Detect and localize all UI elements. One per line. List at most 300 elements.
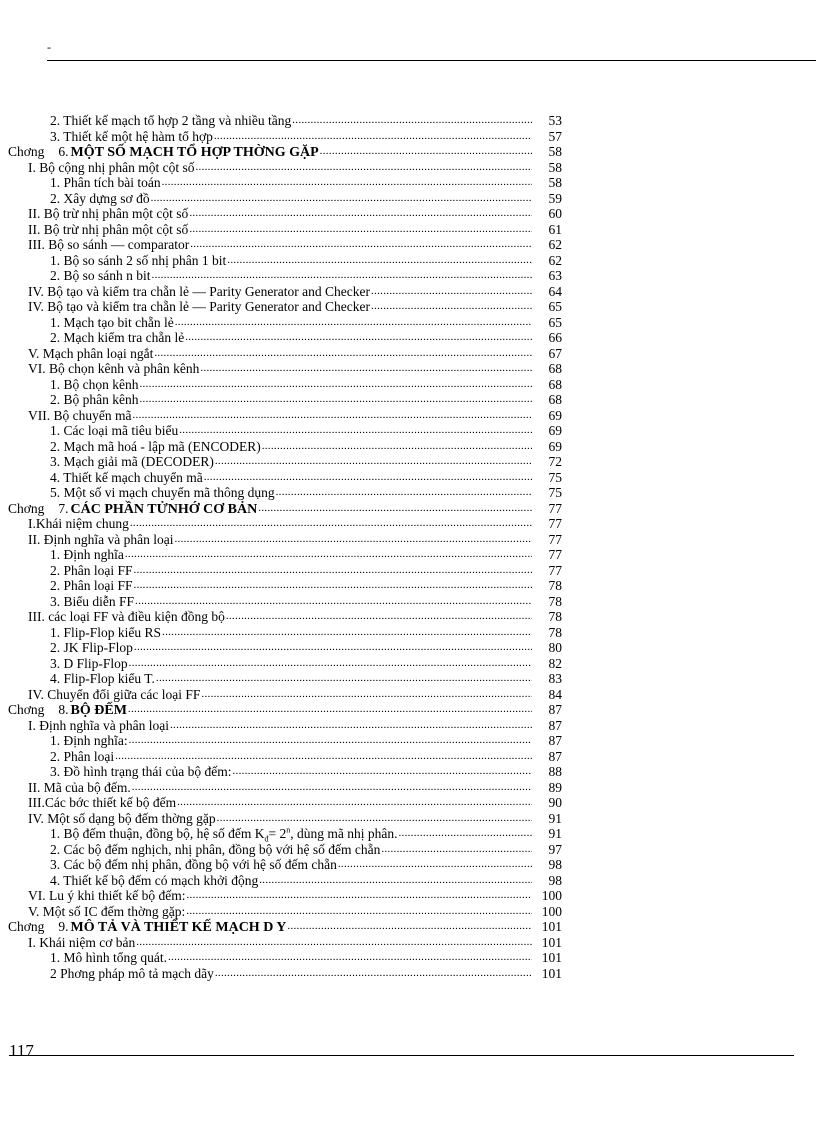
page-number: 117 bbox=[9, 1041, 34, 1060]
toc-entry-text: I. Khái niệm cơ bản bbox=[28, 934, 136, 950]
toc-entry bbox=[50, 578, 532, 594]
toc-entry-label bbox=[28, 904, 186, 920]
toc-entry-text: 1. Bộ so sánh 2 số nhị phân 1 bit bbox=[50, 252, 227, 268]
toc-entry bbox=[8, 501, 532, 518]
toc-page-number: 77 bbox=[548, 500, 562, 516]
chapter-title: BỘ ĐẾM bbox=[70, 703, 127, 718]
toc-entry-label bbox=[28, 284, 371, 300]
toc-entry-label bbox=[50, 454, 215, 470]
dot-leader bbox=[215, 454, 532, 470]
toc-entry-text: 3. D Flip-Flop bbox=[50, 655, 128, 671]
toc-entry bbox=[50, 392, 532, 408]
toc-entry-label bbox=[50, 764, 232, 780]
toc-entry-text: IV. Một số dạng bộ đếm thờng gặp bbox=[28, 810, 216, 826]
toc-page-number: 87 bbox=[548, 717, 562, 733]
toc-entry-row bbox=[0, 392, 570, 408]
dot-leader bbox=[292, 113, 532, 129]
toc-entry-row bbox=[0, 191, 570, 207]
toc-entry-row bbox=[0, 625, 570, 641]
toc-entry-text: 3. Thiết kế một hệ hàm tổ hợp bbox=[50, 128, 213, 144]
toc-entry-text: III. các loại FF và điều kiện đồng bộ bbox=[28, 609, 225, 624]
dot-leader bbox=[227, 253, 532, 269]
toc-entry-text: 1. Mô hình tổng quát. bbox=[50, 950, 167, 965]
toc-entry-label bbox=[50, 563, 134, 579]
toc-entry bbox=[28, 160, 532, 176]
chapter-title: CÁC PHẦN TỬNHỚ CƠ BẢN bbox=[70, 501, 258, 517]
dot-leader bbox=[168, 950, 532, 966]
dot-leader bbox=[217, 811, 532, 827]
toc-entry-text: 2. Mạch mã hoá - lập mã (ENCODER) bbox=[50, 438, 261, 454]
dot-leader bbox=[320, 144, 532, 161]
toc-page-number: 98 bbox=[548, 872, 562, 888]
dot-leader bbox=[177, 795, 532, 811]
toc-entry-row bbox=[0, 346, 570, 362]
toc-entry-text: 1. Bộ chọn kênh bbox=[50, 376, 139, 392]
toc-entry bbox=[50, 764, 532, 780]
toc-entry-label bbox=[50, 191, 151, 207]
toc-entry bbox=[28, 609, 532, 625]
toc-entry-label bbox=[50, 671, 156, 687]
toc-entry bbox=[50, 950, 532, 966]
toc-entry-row bbox=[0, 315, 570, 331]
toc-entry-label bbox=[50, 547, 125, 563]
chapter-title: MÔ TẢ VÀ THIẾT KẾ MẠCH D Y bbox=[70, 920, 287, 935]
dot-leader bbox=[152, 268, 532, 284]
toc-entry bbox=[50, 470, 532, 486]
table-of-contents bbox=[0, 113, 570, 981]
toc-entry bbox=[50, 857, 532, 873]
toc-entry bbox=[50, 253, 532, 269]
toc-page-number: 64 bbox=[548, 283, 562, 299]
chapter-word: Chơng bbox=[8, 919, 45, 934]
dot-leader bbox=[175, 315, 532, 331]
dot-leader bbox=[134, 578, 532, 594]
toc-page-number: 100 bbox=[541, 903, 562, 919]
toc-entry-label bbox=[50, 733, 129, 749]
toc-entry-text: V. Một số IC đếm thờng gặp: bbox=[28, 903, 186, 919]
dot-leader bbox=[134, 640, 532, 656]
toc-page-number: 87 bbox=[548, 733, 562, 748]
toc-entry-text: III.Các bớc thiết kế bộ đếm bbox=[28, 795, 177, 810]
toc-entry bbox=[50, 315, 532, 331]
toc-entry-row bbox=[0, 470, 570, 486]
toc-entry-text: 4. Thiết kế mạch chuyển mã bbox=[50, 469, 203, 485]
toc-entry-label bbox=[50, 392, 140, 408]
toc-entry-text: 4. Flip-Flop kiểu T. bbox=[50, 671, 155, 686]
toc-entry-label bbox=[8, 501, 258, 518]
toc-entry-row bbox=[0, 268, 570, 284]
toc-entry-row bbox=[0, 454, 570, 470]
toc-page-number: 88 bbox=[548, 764, 562, 779]
toc-page-number: 58 bbox=[548, 159, 562, 175]
toc-page-number: 57 bbox=[548, 128, 562, 144]
toc-entry bbox=[50, 966, 532, 982]
toc-entry bbox=[50, 671, 532, 687]
toc-entry-label bbox=[50, 315, 175, 331]
toc-entry-row bbox=[0, 904, 570, 920]
chapter-word: Chơng bbox=[8, 500, 45, 516]
toc-page-number: 75 bbox=[548, 485, 562, 500]
toc-entry-row bbox=[0, 935, 570, 951]
dot-leader bbox=[162, 175, 532, 191]
toc-entry-label bbox=[50, 625, 162, 641]
toc-entry-text: 1. Flip-Flop kiểu RS bbox=[50, 624, 162, 640]
header-rule bbox=[47, 60, 816, 61]
toc-entry bbox=[50, 826, 532, 842]
dot-leader bbox=[186, 888, 532, 904]
dot-leader bbox=[185, 330, 532, 346]
toc-entry bbox=[28, 237, 532, 253]
toc-entry-label bbox=[8, 144, 320, 161]
toc-entry bbox=[50, 656, 532, 672]
toc-entry bbox=[28, 516, 532, 532]
footer-rule bbox=[9, 1055, 794, 1056]
toc-entry-row bbox=[0, 129, 570, 145]
toc-page-number: 72 bbox=[548, 454, 562, 469]
toc-page-number: 65 bbox=[548, 299, 562, 314]
toc-entry-text: 2. Thiết kế mạch tổ hợp 2 tầng và nhiều tầng bbox=[50, 113, 292, 128]
toc-page-number: 58 bbox=[548, 175, 562, 190]
toc-page-number: 101 bbox=[541, 919, 562, 934]
toc-entry-text: 2. Xây dựng sơ đồ bbox=[50, 190, 150, 206]
toc-page-number: 62 bbox=[548, 252, 562, 268]
toc-entry-row bbox=[0, 857, 570, 873]
dot-leader bbox=[140, 392, 533, 408]
toc-entry bbox=[50, 842, 532, 858]
toc-entry-text: IV. Chuyển đổi giữa các loại FF bbox=[28, 686, 201, 702]
toc-page-number: 65 bbox=[548, 314, 562, 330]
toc-entry-row bbox=[0, 206, 570, 222]
toc-entry-text: I. Bộ cộng nhị phân một cột số bbox=[28, 159, 195, 175]
dot-leader bbox=[125, 547, 532, 563]
toc-entry-label bbox=[28, 408, 132, 424]
toc-entry-text: V. Mạch phân loại ngắt bbox=[28, 345, 154, 361]
dot-leader bbox=[132, 780, 532, 796]
toc-entry-label bbox=[50, 439, 262, 455]
dot-leader bbox=[195, 160, 532, 176]
toc-page-number: 91 bbox=[548, 810, 562, 826]
dot-leader bbox=[232, 764, 532, 780]
toc-entry-label bbox=[28, 780, 132, 796]
toc-entry-row bbox=[0, 826, 570, 842]
toc-entry-row bbox=[0, 749, 570, 765]
toc-page-number: 77 bbox=[548, 531, 562, 547]
toc-entry bbox=[28, 284, 532, 300]
toc-entry-label bbox=[50, 966, 215, 982]
toc-page-number: 101 bbox=[541, 950, 562, 965]
toc-entry-text: IV. Bộ tạo và kiểm tra chẵn lẻ — Parity Generator and Checker bbox=[28, 299, 371, 314]
toc-entry-text: 1. Bộ đếm thuận, đồng bộ, hệ số đếm K bbox=[50, 826, 265, 841]
toc-entry-label bbox=[28, 888, 186, 904]
toc-entry-label bbox=[50, 268, 152, 284]
dot-leader bbox=[215, 966, 532, 982]
dot-leader bbox=[371, 284, 532, 300]
toc-entry-row bbox=[0, 795, 570, 811]
toc-entry bbox=[28, 780, 532, 796]
dot-leader bbox=[174, 532, 532, 548]
toc-entry-row bbox=[0, 842, 570, 858]
toc-page-number: 89 bbox=[548, 779, 562, 795]
toc-entry bbox=[28, 346, 532, 362]
toc-entry bbox=[50, 423, 532, 439]
dot-leader bbox=[381, 842, 532, 858]
toc-entry-row bbox=[0, 950, 570, 966]
toc-page-number: 78 bbox=[548, 578, 562, 593]
toc-entry-row bbox=[0, 733, 570, 749]
toc-page-number: 80 bbox=[548, 640, 562, 655]
dot-leader bbox=[338, 857, 532, 873]
toc-page-number: 66 bbox=[548, 330, 562, 345]
toc-page-number: 83 bbox=[548, 671, 562, 686]
dot-leader bbox=[371, 299, 532, 315]
toc-entry-row bbox=[0, 423, 570, 439]
dot-leader bbox=[262, 439, 532, 455]
toc-entry-row bbox=[0, 330, 570, 346]
toc-entry-label bbox=[50, 594, 135, 610]
chapter-number: 6. bbox=[58, 144, 69, 159]
toc-entry-text: VI. Lu ý khi thiết kế bộ đếm: bbox=[28, 888, 186, 903]
toc-entry bbox=[50, 594, 532, 610]
dot-leader bbox=[189, 222, 532, 238]
dot-leader bbox=[134, 563, 532, 579]
toc-entry bbox=[50, 547, 532, 563]
toc-page-number: 68 bbox=[548, 392, 562, 407]
toc-page-number: 53 bbox=[548, 113, 562, 128]
toc-entry-row bbox=[0, 516, 570, 532]
toc-entry bbox=[50, 873, 532, 889]
dot-leader bbox=[162, 625, 532, 641]
toc-entry-row bbox=[0, 222, 570, 238]
toc-entry-superscript: n bbox=[286, 825, 291, 835]
toc-entry-row bbox=[0, 888, 570, 904]
toc-entry-label bbox=[50, 377, 140, 393]
toc-page-number: 97 bbox=[548, 841, 562, 857]
toc-entry-row bbox=[0, 594, 570, 610]
toc-page-number: 75 bbox=[548, 469, 562, 485]
toc-entry-label bbox=[50, 485, 276, 501]
toc-entry-row bbox=[0, 377, 570, 393]
toc-entry bbox=[50, 485, 532, 501]
toc-entry bbox=[28, 904, 532, 920]
toc-entry bbox=[50, 625, 532, 641]
toc-entry-label bbox=[28, 609, 226, 625]
dot-leader bbox=[276, 485, 532, 501]
toc-page-number: 87 bbox=[548, 702, 562, 717]
toc-entry-row bbox=[0, 563, 570, 579]
toc-entry-text: 3. Đồ hình trạng thái của bộ đếm: bbox=[50, 764, 232, 779]
toc-page-number: 68 bbox=[548, 376, 562, 392]
toc-entry-row bbox=[0, 532, 570, 548]
toc-page-number: 77 bbox=[548, 547, 562, 562]
toc-page-number: 101 bbox=[541, 934, 562, 950]
toc-entry-text: III. Bộ so sánh — comparator bbox=[28, 237, 190, 252]
toc-entry-row bbox=[0, 547, 570, 563]
toc-entry bbox=[50, 175, 532, 191]
toc-page-number: 69 bbox=[548, 438, 562, 454]
toc-entry-text: II. Định nghĩa và phân loại bbox=[28, 531, 174, 547]
toc-page-number: 69 bbox=[548, 407, 562, 423]
toc-entry bbox=[50, 191, 532, 207]
toc-entry bbox=[8, 702, 532, 719]
toc-entry-label bbox=[50, 873, 259, 889]
toc-entry-label bbox=[50, 113, 292, 129]
toc-entry bbox=[50, 113, 532, 129]
toc-entry-row bbox=[0, 361, 570, 377]
toc-page-number: 78 bbox=[548, 593, 562, 609]
toc-page-number: 59 bbox=[548, 190, 562, 206]
toc-entry-text: II. Bộ trừ nhị phân một cột số bbox=[28, 206, 189, 221]
toc-entry-label bbox=[50, 950, 168, 966]
toc-entry-label bbox=[28, 361, 200, 377]
toc-page-number: 61 bbox=[548, 221, 562, 237]
toc-entry-label bbox=[28, 811, 217, 827]
toc-entry-row bbox=[0, 439, 570, 455]
toc-page-number: 84 bbox=[548, 686, 562, 702]
toc-page-number: 82 bbox=[548, 655, 562, 671]
toc-entry-text: II. Bộ trừ nhị phân một cột số bbox=[28, 221, 189, 237]
dot-leader bbox=[151, 191, 532, 207]
toc-entry-label bbox=[50, 749, 115, 765]
dot-leader bbox=[129, 656, 532, 672]
toc-entry-row bbox=[0, 485, 570, 501]
toc-entry-label bbox=[8, 919, 287, 936]
toc-entry-text: 4. Thiết kế bộ đếm có mạch khởi động bbox=[50, 872, 259, 888]
toc-entry bbox=[28, 718, 532, 734]
toc-entry-text: VI. Bộ chọn kênh và phân kênh bbox=[28, 361, 200, 376]
toc-entry bbox=[28, 299, 532, 315]
toc-entry bbox=[50, 749, 532, 765]
toc-page-number: 69 bbox=[548, 423, 562, 438]
toc-entry-subscript: đ bbox=[264, 834, 269, 844]
dot-leader bbox=[129, 733, 532, 749]
toc-entry-text: 2. Bộ so sánh n bit bbox=[50, 268, 151, 283]
toc-chapter-row bbox=[0, 702, 570, 718]
toc-entry-label bbox=[50, 578, 134, 594]
dot-leader bbox=[132, 408, 532, 424]
toc-entry bbox=[50, 439, 532, 455]
dot-leader bbox=[200, 361, 532, 377]
toc-entry-text: 1. Định nghĩa: bbox=[50, 733, 128, 748]
toc-entry-label bbox=[8, 702, 128, 719]
dot-leader bbox=[115, 749, 532, 765]
toc-entry-label bbox=[28, 795, 177, 811]
dot-leader bbox=[136, 935, 532, 951]
dot-leader bbox=[130, 516, 532, 532]
toc-page-number: 68 bbox=[548, 361, 562, 376]
toc-page-number: 60 bbox=[548, 206, 562, 221]
toc-page-number: 98 bbox=[548, 857, 562, 872]
toc-entry bbox=[28, 888, 532, 904]
toc-entry-label bbox=[28, 206, 189, 222]
toc-page-number: 62 bbox=[548, 237, 562, 252]
chapter-number: 8. bbox=[58, 702, 69, 717]
toc-entry-label bbox=[28, 237, 190, 253]
dot-leader bbox=[258, 501, 532, 518]
toc-entry-label bbox=[50, 656, 129, 672]
toc-page-number: 100 bbox=[541, 888, 562, 903]
dot-leader bbox=[156, 671, 532, 687]
toc-entry bbox=[50, 454, 532, 470]
toc-page-number: 78 bbox=[548, 624, 562, 640]
toc-chapter-row bbox=[0, 919, 570, 935]
toc-entry bbox=[28, 811, 532, 827]
header-mark: - bbox=[47, 40, 51, 54]
toc-chapter-row bbox=[0, 501, 570, 517]
toc-entry-text: 2 Phơng pháp mô tả mạch dãy bbox=[50, 965, 214, 981]
toc-entry-row bbox=[0, 656, 570, 672]
toc-entry-label bbox=[50, 175, 162, 191]
toc-entry-label bbox=[28, 687, 201, 703]
toc-entry-label bbox=[28, 299, 371, 315]
toc-entry-label bbox=[28, 160, 195, 176]
toc-entry bbox=[50, 377, 532, 393]
toc-page-number: 63 bbox=[548, 268, 562, 283]
toc-entry-row bbox=[0, 408, 570, 424]
chapter-number: 9. bbox=[58, 919, 69, 934]
toc-entry bbox=[50, 563, 532, 579]
toc-entry-text: 2. Mạch kiểm tra chẵn lẻ bbox=[50, 330, 185, 345]
toc-entry-label bbox=[28, 718, 170, 734]
toc-entry-text: I. Định nghĩa và phân loại bbox=[28, 717, 169, 733]
toc-page-number: 91 bbox=[548, 826, 562, 841]
toc-entry bbox=[8, 144, 532, 161]
toc-entry-text: IV. Bộ tạo và kiểm tra chẵn lẻ — Parity Generator and Checker bbox=[28, 283, 371, 299]
toc-entry bbox=[50, 268, 532, 284]
chapter-title: MỘT SỐ MẠCH TỔ HỢP THỜNG GẶP bbox=[70, 145, 319, 160]
toc-entry-text: 2. Phân loại FF bbox=[50, 578, 133, 593]
toc-entry-label bbox=[50, 857, 338, 873]
toc-entry-row bbox=[0, 718, 570, 734]
toc-page-number: 101 bbox=[541, 965, 562, 981]
toc-entry-text: II. Mã của bộ đếm. bbox=[28, 779, 131, 795]
dot-leader bbox=[259, 873, 532, 889]
dot-leader bbox=[190, 237, 532, 253]
dot-leader bbox=[179, 423, 532, 439]
toc-entry-text: , dùng mã nhị phân. bbox=[290, 826, 398, 841]
toc-entry-label bbox=[28, 222, 189, 238]
chapter-word: Chơng bbox=[8, 702, 45, 717]
toc-entry-label bbox=[28, 346, 154, 362]
toc-entry-label bbox=[28, 516, 130, 532]
dot-leader bbox=[398, 826, 532, 842]
toc-entry-row bbox=[0, 873, 570, 889]
toc-entry bbox=[50, 330, 532, 346]
chapter-word: Chơng bbox=[8, 144, 45, 159]
dot-leader bbox=[170, 718, 532, 734]
toc-entry-row bbox=[0, 160, 570, 176]
toc-entry-label bbox=[50, 330, 185, 346]
toc-entry-row bbox=[0, 966, 570, 982]
toc-entry bbox=[28, 408, 532, 424]
toc-entry bbox=[50, 640, 532, 656]
toc-page-number: 77 bbox=[548, 562, 562, 578]
toc-entry-text: 2. Các bộ đếm nghịch, nhị phân, đồng bộ với hệ số đếm chẵn bbox=[50, 841, 381, 857]
toc-entry-row bbox=[0, 687, 570, 703]
toc-page-number: 78 bbox=[548, 609, 562, 624]
dot-leader bbox=[287, 919, 532, 936]
toc-page-number: 67 bbox=[548, 345, 562, 361]
dot-leader bbox=[128, 702, 532, 719]
toc-entry-label bbox=[28, 935, 136, 951]
toc-entry-text: 3. Các bộ đếm nhị phân, đồng bộ với hệ số đếm chẵn bbox=[50, 857, 337, 872]
toc-entry-text: I.Khái niệm chung bbox=[28, 516, 129, 531]
toc-entry-text: 1. Mạch tạo bit chẵn lẻ bbox=[50, 314, 174, 330]
toc-entry bbox=[8, 919, 532, 936]
toc-entry bbox=[28, 222, 532, 238]
toc-entry-text: 3. Mạch giải mã (DECODER) bbox=[50, 454, 214, 469]
toc-entry-row bbox=[0, 299, 570, 315]
toc-entry bbox=[28, 795, 532, 811]
